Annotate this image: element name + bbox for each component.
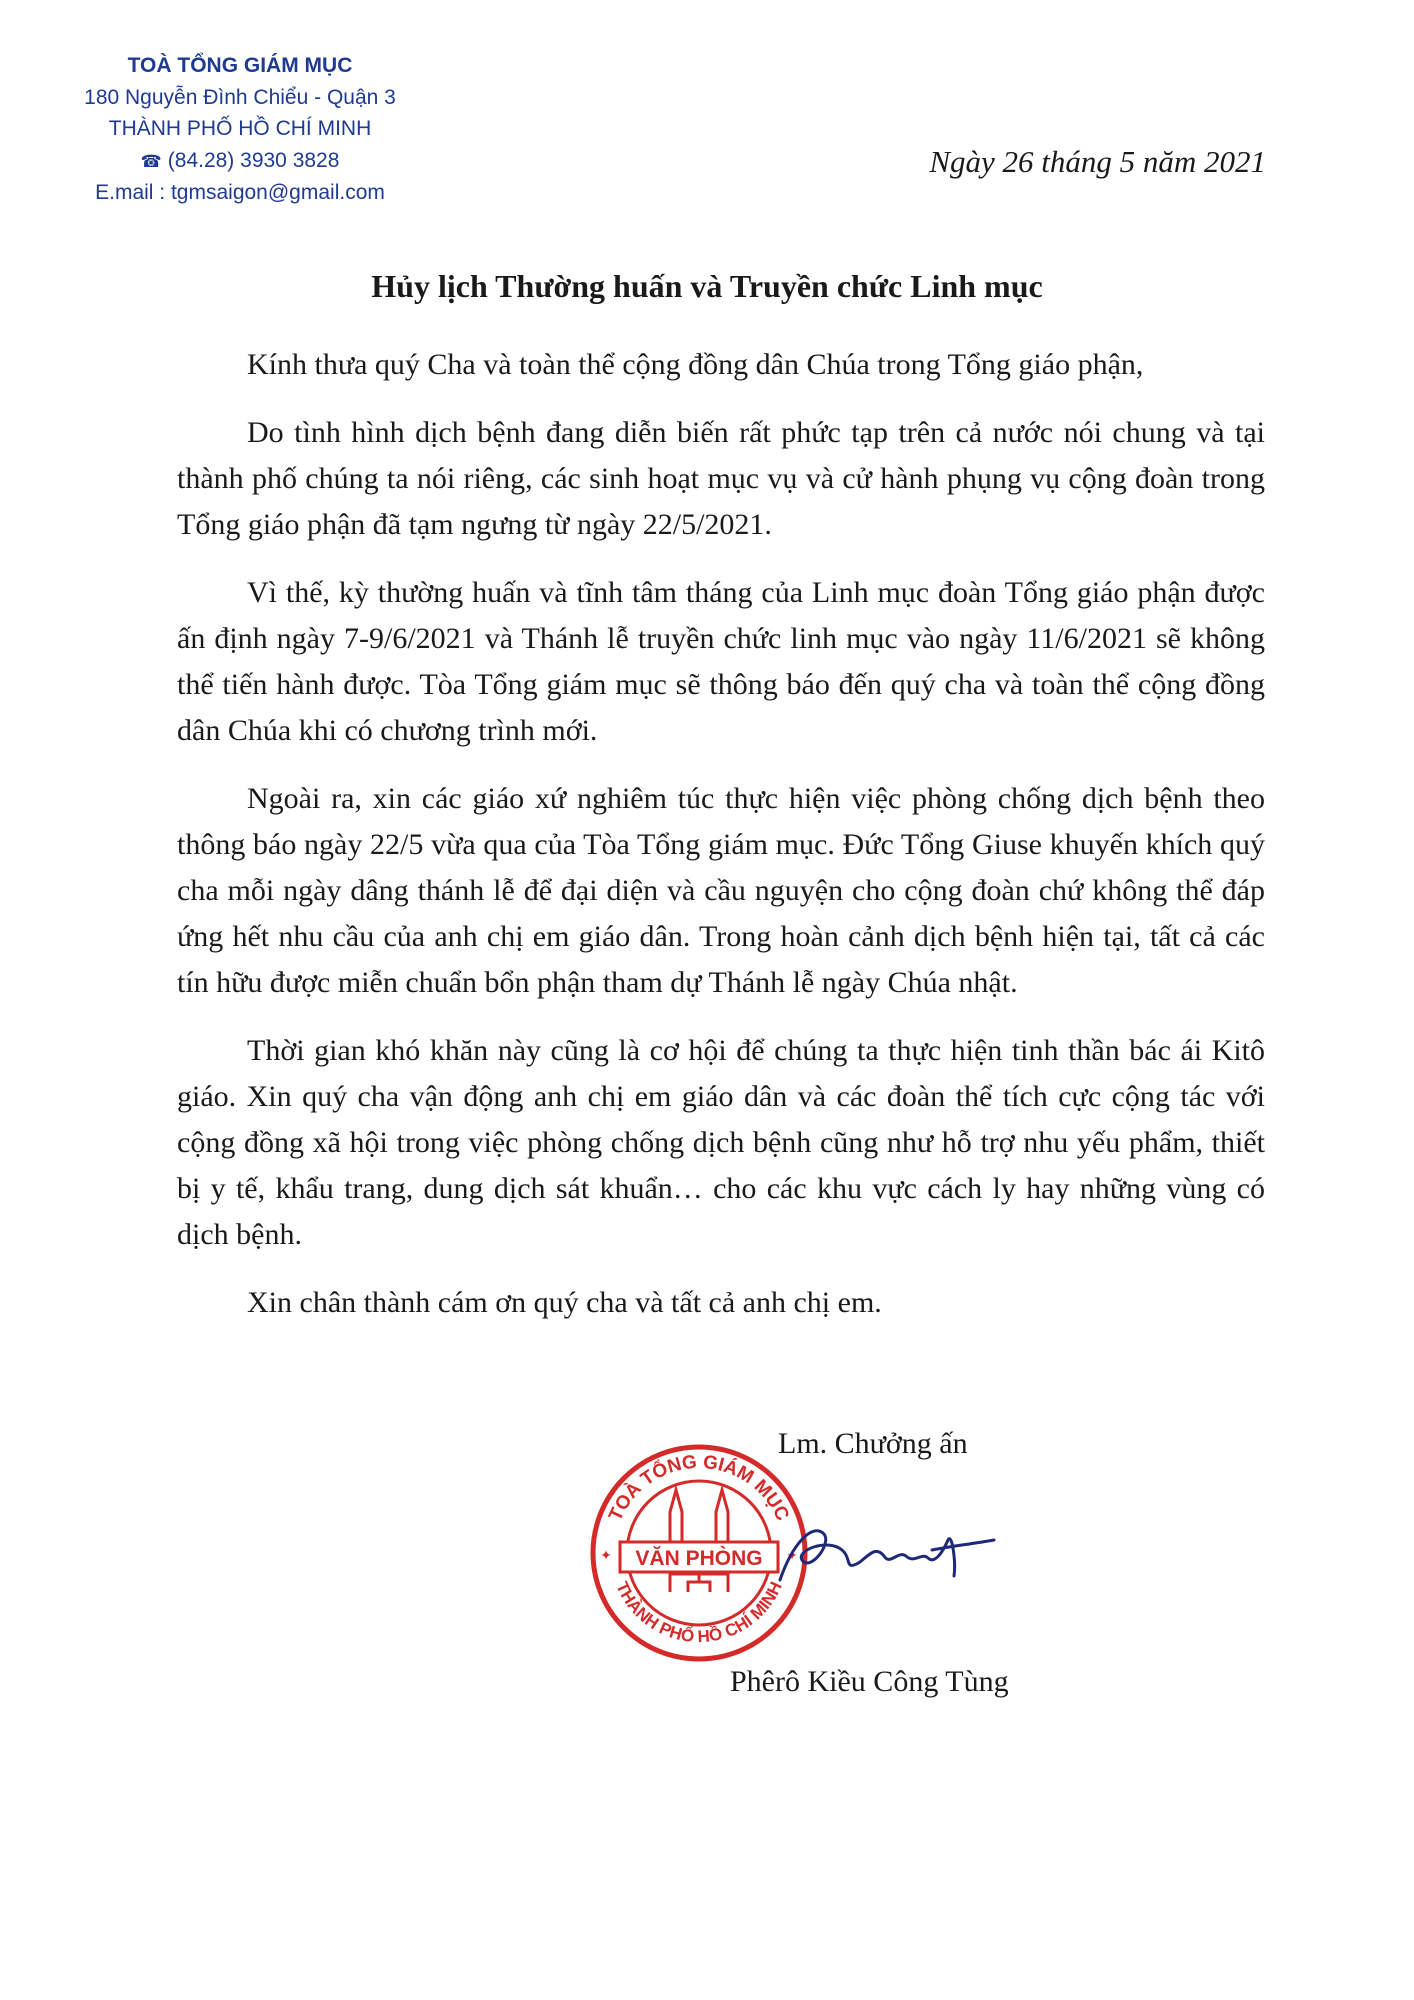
seal-star-left: ✦: [600, 1549, 612, 1564]
paragraph-salutation: Kính thưa quý Cha và toàn thể cộng đồng dân Chúa trong Tổng giáo phận,: [247, 348, 1144, 381]
letter-body: [177, 342, 1265, 1348]
seal-center-text: VĂN PHÒNG: [635, 1547, 763, 1570]
seal-top-text: TOÀ TỔNG GIÁM MỤC: [605, 1451, 793, 1525]
letterhead: [60, 50, 420, 209]
org-city: THÀNH PHỐ HỒ CHÍ MINH: [108, 117, 372, 140]
letter-title: Hủy lịch Thường huấn và Truyền chức Linh mục: [371, 268, 1043, 304]
seal-bottom-text: THÀNH PHỐ HỒ CHÍ MINH: [612, 1578, 786, 1647]
signature: [772, 1510, 1002, 1600]
paragraph-closing: Xin chân thành cám ơn quý cha và tất cả anh chị em.: [247, 1286, 882, 1319]
org-phone-line: [60, 145, 420, 178]
paragraph: Do tình hình dịch bệnh đang diễn biến rất phức tạp trên cả nước nói chung và tại thành phố chúng ta nói riêng, các sinh hoạt mục vụ và cử hành phụng vụ cộng đoàn trong Tổng giáo phận đã tạm ngưng từ ngày 22/5/2021.: [177, 416, 1265, 541]
telephone-icon: ☎: [140, 151, 162, 171]
paragraph: Thời gian khó khăn này cũng là cơ hội để chúng ta thực hiện tinh thần bác ái Kitô giáo. Xin quý cha vận động anh chị em giáo dân và các đoàn thể tích cực cộng tác với cộng đồng xã hội trong việc phòng chống dịch bệnh cũng như hỗ trợ nhu yếu phẩm, thiết bị y tế, khẩu trang, dung dịch sát khuẩn… cho các khu vực cách ly hay những vùng có dịch bệnh.: [177, 1034, 1265, 1251]
org-name: TOÀ TỔNG GIÁM MỤC: [127, 54, 353, 77]
paragraph: Vì thế, kỳ thường huấn và tĩnh tâm tháng của Linh mục đoàn Tổng giáo phận được ấn định ngày 7-9/6/2021 và Thánh lễ truyền chức linh mục vào ngày 11/6/2021 sẽ không thể tiến hành được. Tòa Tổng giám mục sẽ thông báo đến quý cha và toàn thể cộng đồng dân Chúa khi có chương trình mới.: [177, 576, 1265, 747]
signer-name: Phêrô Kiều Công Tùng: [730, 1665, 1009, 1698]
seal-star-right: ✦: [786, 1549, 798, 1564]
paragraph: Ngoài ra, xin các giáo xứ nghiêm túc thực hiện việc phòng chống dịch bệnh theo thông báo ngày 22/5 vừa qua của Tòa Tổng giám mục. Đức Tổng Giuse khuyến khích quý cha mỗi ngày dâng thánh lễ để đại diện và cầu nguyện cho cộng đoàn chứ không thể đáp ứng hết nhu cầu của anh chị em giáo dân. Trong hoàn cảnh dịch bệnh hiện tại, tất cả các tín hữu được miễn chuẩn bổn phận tham dự Thánh lễ ngày Chúa nhật.: [177, 782, 1265, 999]
letter-date: Ngày 26 tháng 5 năm 2021: [929, 144, 1266, 179]
org-email[interactable]: E.mail : tgmsaigon@gmail.com: [95, 181, 385, 204]
org-phone: (84.28) 3930 3828: [167, 148, 340, 172]
org-address: 180 Nguyễn Đình Chiểu - Quận 3: [84, 85, 396, 109]
signer-title: Lm. Chưởng ấn: [778, 1427, 968, 1460]
